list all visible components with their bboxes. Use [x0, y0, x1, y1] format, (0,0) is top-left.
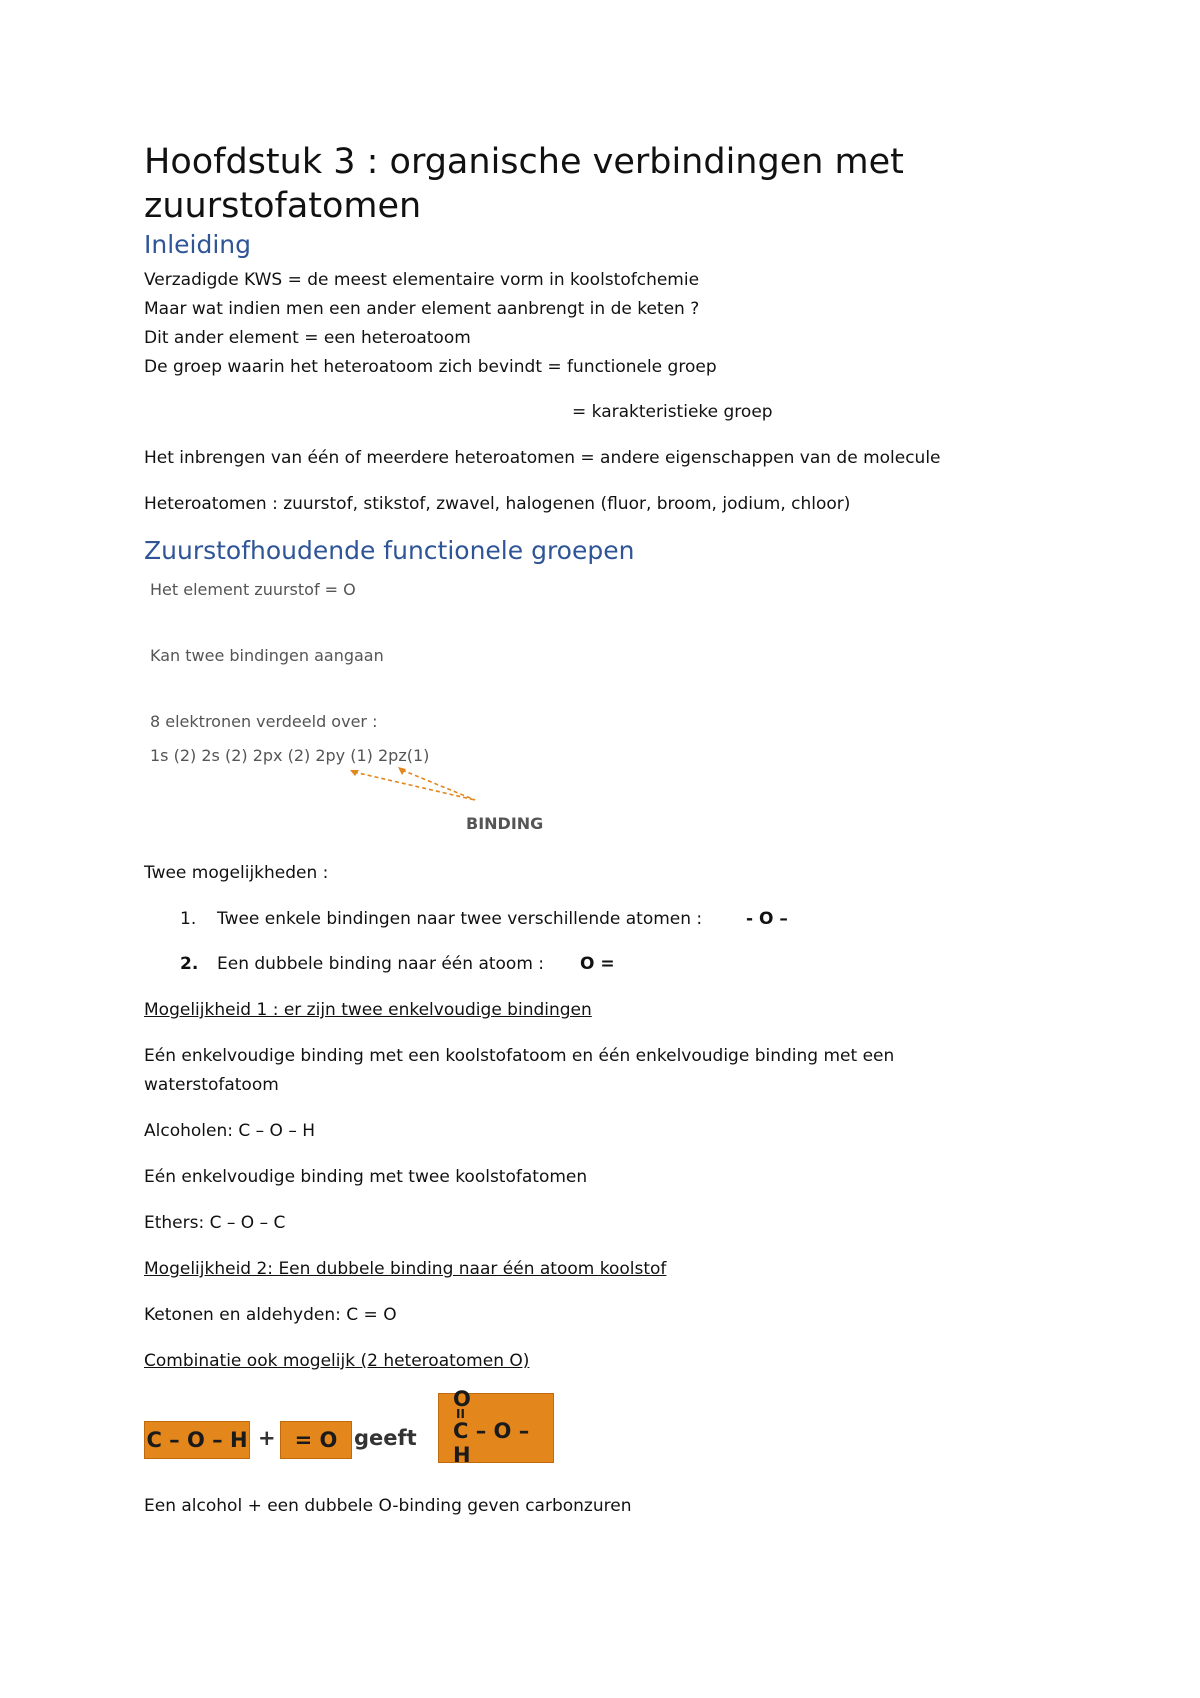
- figure-line-4: 1s (2) 2s (2) 2px (2) 2py (1) 2pz(1): [150, 746, 430, 765]
- figure-line-3: 8 elektronen verdeeld over :: [150, 712, 378, 731]
- list-2-num: 2.: [180, 954, 199, 974]
- alcohol-formula: C – O – H: [238, 1121, 316, 1141]
- carboxyl-double-bond: II: [456, 1407, 465, 1421]
- box-alcohol-group: C – O – H: [144, 1421, 250, 1459]
- list-1-text: Twee enkele bindingen naar twee verschillende atomen :: [217, 909, 703, 929]
- keton-formula: C = O: [346, 1305, 397, 1325]
- mog1-desc-line-1: Eén enkelvoudige binding met een koolstofatoom en één enkelvoudige binding met een: [144, 1046, 895, 1066]
- intro-line-1: Verzadigde KWS = de meest elementaire vorm in koolstofchemie: [144, 270, 700, 290]
- alcohol-line: [144, 1121, 315, 1141]
- list-1-num: 1.: [180, 909, 197, 929]
- keton-line: [144, 1305, 397, 1325]
- twee-mogelijkheden: Twee mogelijkheden :: [144, 863, 329, 883]
- intro-line-4: De groep waarin het heteroatoom zich bevindt = functionele groep: [144, 357, 717, 377]
- carboxyl-formula: C – O – H: [453, 1419, 530, 1467]
- box-carboxyl-group: [438, 1387, 554, 1467]
- ether-line: [144, 1213, 285, 1233]
- list-2-text: Een dubbele binding naar één atoom :: [217, 954, 545, 974]
- ether-desc: Eén enkelvoudige binding met twee koolstofatomen: [144, 1167, 588, 1187]
- figure-line-2: Kan twee bindingen aangaan: [150, 646, 384, 665]
- intro-line-2: Maar wat indien men een ander element aanbrengt in de keten ?: [144, 299, 700, 319]
- plus-sign: +: [258, 1426, 276, 1450]
- heading-inleiding: Inleiding: [144, 230, 252, 259]
- heading-zuurstofgroepen: Zuurstofhoudende functionele groepen: [144, 536, 635, 565]
- ether-formula: C – O – C: [209, 1213, 286, 1233]
- intro-line-alt: = karakteristieke groep: [572, 402, 773, 422]
- binding-arrows: [340, 760, 500, 810]
- list-1-formula: - O –: [746, 909, 788, 929]
- intro-line-props: Het inbrengen van één of meerdere heteroatomen = andere eigenschappen van de molecule: [144, 448, 941, 468]
- arrow-2pz: [402, 770, 475, 800]
- combinatie-heading: Combinatie ook mogelijk (2 heteroatomen O): [144, 1351, 530, 1371]
- figure-line-1: Het element zuurstof = O: [150, 580, 356, 599]
- arrow-2py: [354, 772, 475, 800]
- mog2-label: Mogelijkheid 2:: [144, 1259, 274, 1279]
- intro-line-3: Dit ander element = een heteroatoom: [144, 328, 471, 348]
- carboxyl-o: O: [453, 1387, 471, 1411]
- keton-label: Ketonen en aldehyden:: [144, 1305, 341, 1325]
- closing-line: Een alcohol + een dubbele O-binding geven carbonzuren: [144, 1496, 632, 1516]
- figure-binding-label: BINDING: [466, 814, 544, 833]
- mog1-desc-line-2: waterstofatoom: [144, 1075, 279, 1095]
- intro-line-hetero: Heteroatomen : zuurstof, stikstof, zwavel, halogenen (fluor, broom, jodium, chloor): [144, 494, 851, 514]
- box-double-o: = O: [280, 1421, 352, 1459]
- list-2-formula: O =: [580, 954, 615, 974]
- mog2-text: Een dubbele binding naar één atoom koolstof: [278, 1259, 667, 1279]
- mogelijkheid-1-heading: Mogelijkheid 1 : er zijn twee enkelvoudige bindingen: [144, 1000, 592, 1020]
- page-title: Hoofdstuk 3 : organische verbindingen met zuurstofatomen: [144, 142, 904, 226]
- alcohol-label: Alcoholen:: [144, 1121, 233, 1141]
- ether-label: Ethers:: [144, 1213, 205, 1233]
- geeft-label: geeft: [354, 1426, 417, 1450]
- mogelijkheid-2-heading: [144, 1259, 678, 1279]
